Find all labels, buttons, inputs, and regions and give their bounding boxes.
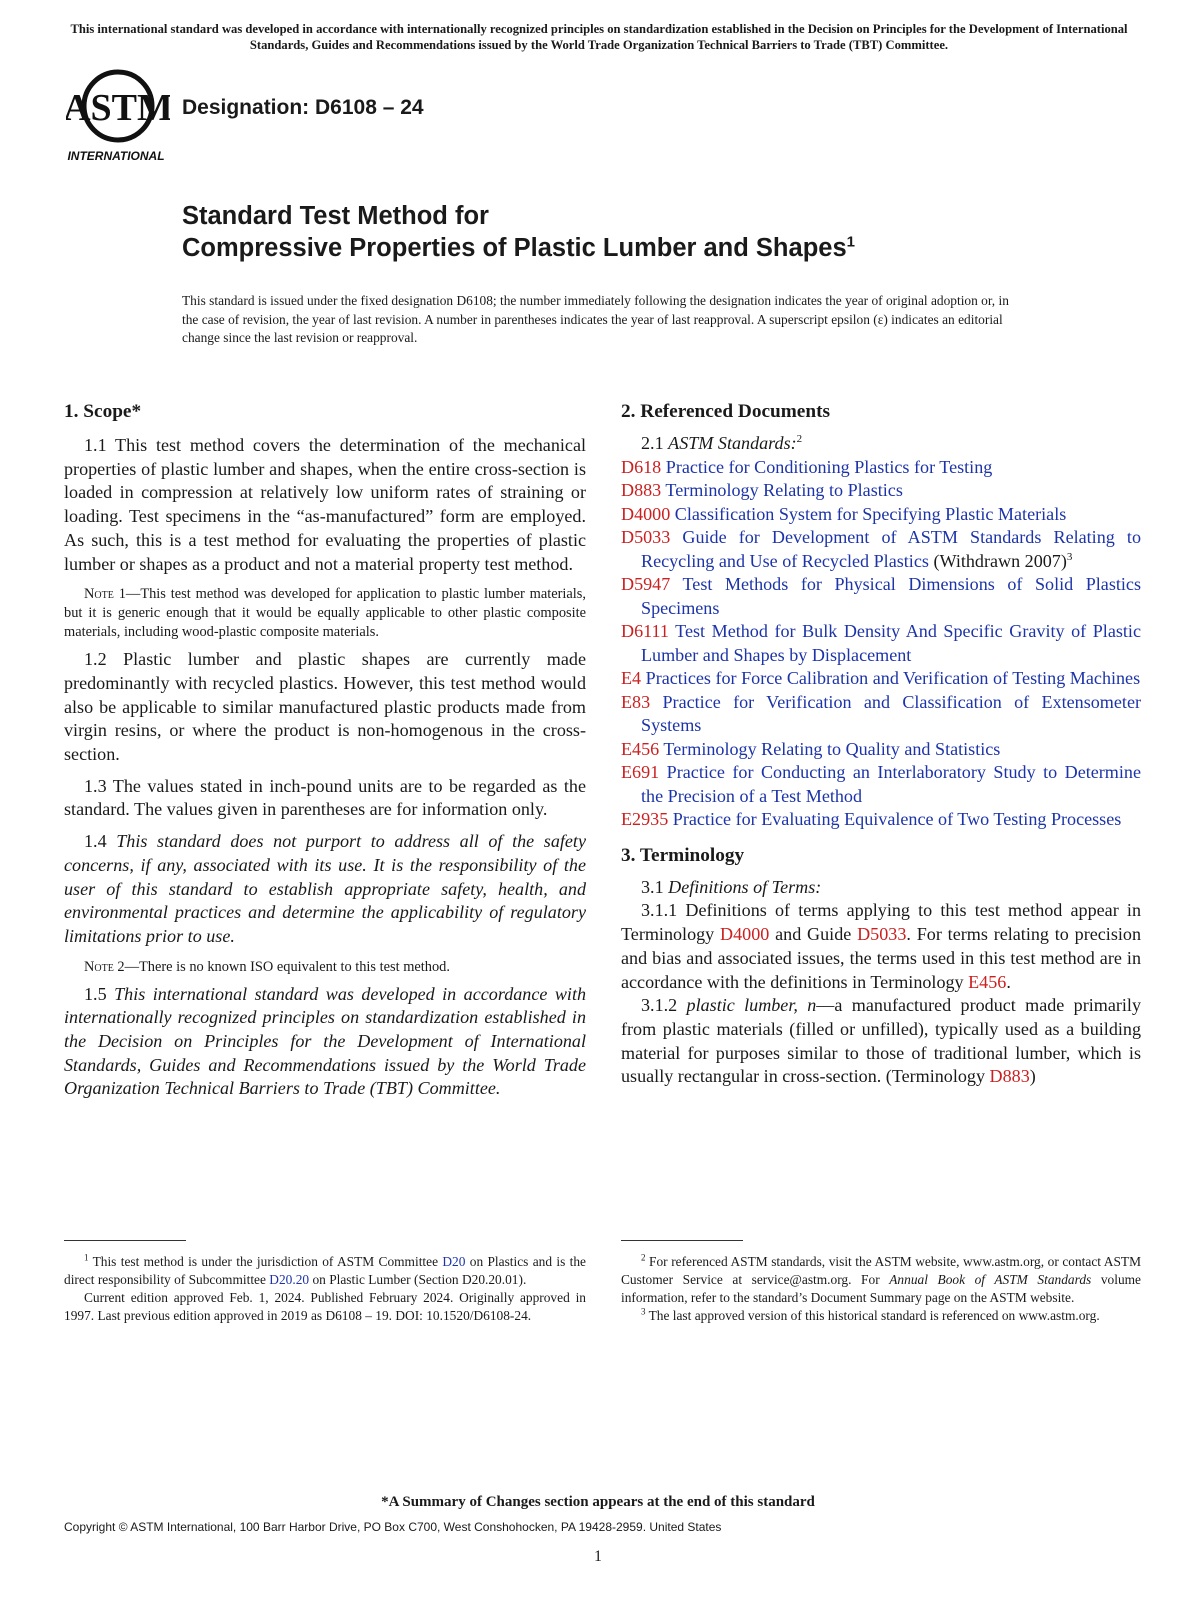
section-heading-references: 2. Referenced Documents: [621, 401, 831, 422]
subcommittee-link-d20-20[interactable]: D20.20: [269, 1272, 310, 1287]
reference-item: [621, 503, 1141, 527]
footnotes-right: [621, 1240, 1141, 1325]
subsection-2-1: 2.1 ASTM Standards:$^2$: [641, 432, 803, 453]
reference-title-link[interactable]: Guide for Development of ASTM Standards Relating to Recycling and Use of Recycled Plastics: [641, 527, 1141, 571]
note-2: Note 2—There is no known ISO equivalent to this test method.: [84, 958, 450, 975]
reference-title-link[interactable]: Terminology Relating to Quality and Statistics: [663, 738, 1001, 759]
summary-of-changes-note: *A Summary of Changes section appears at the end of this standard: [381, 1494, 815, 1510]
reference-item: [621, 761, 1141, 808]
reference-title-link[interactable]: Terminology Relating to Plastics: [665, 480, 903, 501]
top-notice: This international standard was developed in accordance with internationally recognized principles on standardization established in the Decision on Principles for the Development of International Standards, Guides and Recommendations issued by the World Trade Organization Technical Barriers to Trade (TBT) Committee.: [70, 22, 1128, 52]
page-number: 1: [594, 1548, 602, 1565]
reference-code-link[interactable]: E456: [621, 738, 660, 759]
logo-subtext: INTERNATIONAL: [67, 149, 165, 163]
footnote-2: $^2$ For referenced ASTM standards, visit the ASTM website, www.astm.org, or contact ASTM Customer Service at service@astm.org. For Annual Book of ASTM Standards volume information, refer to the standard’s Document Summary page on the ASTM website.: [621, 1252, 1141, 1305]
reference-item: [621, 691, 1141, 738]
footnote-1-edition: Current edition approved Feb. 1, 2024. Published February 2024. Originally approved in 1997. Last previous edition approved in 2019 as D6108 – 19. DOI: 10.1520/D6108-24.: [64, 1290, 586, 1323]
reference-item: [621, 526, 1141, 573]
issued-note: This standard is issued under the fixed designation D6108; the number immediately following the designation indicates the year of original adoption or, in the case of revision, the year of last revision. A number in parentheses indicates the year of last reapproval. A superscript epsilon (ε) indicates an editorial change since the last revision or reapproval.: [182, 293, 1009, 345]
reference-title-link[interactable]: Test Method for Bulk Density And Specific Gravity of Plastic Lumber and Shapes by Displacement: [641, 621, 1141, 665]
reference-item: [621, 479, 1141, 503]
footnote-divider: [64, 1240, 186, 1241]
reference-item: [621, 667, 1141, 691]
reference-title-link[interactable]: Practice for Evaluating Equivalence of Two Testing Processes: [672, 809, 1122, 830]
title-line-2: Compressive Properties of Plastic Lumber and Shapes$^1$: [182, 233, 855, 262]
reference-footnote-mark: 3: [1066, 550, 1073, 563]
right-column: [621, 400, 1141, 1089]
ref-link-d4000[interactable]: D4000: [720, 924, 770, 945]
reference-code-link[interactable]: E2935: [621, 809, 669, 830]
paragraph-1-1: 1.1 This test method covers the determination of the mechanical properties of plastic lumber and shapes, when the entire cross-section is loaded in compression at relatively low uniform rates of straining or loading. Test specimens in the “as-manufactured” form are employed. As such, this is a test method for evaluating the properties of plastic lumber or shapes as a product and not a material property test method.: [64, 435, 586, 574]
ref-link-e456[interactable]: E456: [968, 971, 1007, 992]
reference-item: [621, 573, 1141, 620]
reference-item: [621, 738, 1141, 762]
reference-item: [621, 620, 1141, 667]
copyright: Copyright © ASTM International, 100 Barr Harbor Drive, PO Box C700, West Conshohocken, PA 19428-2959. United States: [64, 1520, 722, 1534]
page-title: [182, 200, 855, 264]
reference-code-link[interactable]: E4: [621, 668, 642, 689]
paragraph-1-5: 1.5 This international standard was developed in accordance with internationally recognized principles on standardization established in the Decision on Principles for the Development of International Standards, Guides and Recommendations issued by the World Trade Organization Technical Barriers to Trade (TBT) Committee.: [64, 983, 587, 1099]
section-heading-scope: 1. Scope*: [64, 401, 142, 422]
reference-title-link[interactable]: Practice for Verification and Classification of Extensometer Systems: [641, 691, 1141, 736]
reference-list: [621, 456, 1141, 832]
footnote-1: $^1$ This test method is under the jurisdiction of ASTM Committee D20 on Plastics and is the direct responsibility of Subcommittee D20.20 on Plastic Lumber (Section D20.20.01).: [64, 1252, 586, 1287]
footnote-divider: [621, 1240, 743, 1241]
reference-item: [621, 456, 1141, 480]
footnote-3: $^3$ The last approved version of this historical standard is referenced on www.astm.org.: [641, 1306, 1100, 1323]
reference-code-link[interactable]: D5033: [621, 527, 671, 548]
paragraph-3-1-2: 3.1.2 plastic lumber, n—a manufactured product made primarily from plastic materials (filled or unfilled), typically used as a building material for purposes similar to those of traditional lumber, which is usually rectangular in cross-section. (Terminology D883): [621, 995, 1141, 1087]
reference-status: (Withdrawn 2007): [928, 550, 1067, 571]
left-column: [64, 400, 586, 1101]
reference-item: [621, 808, 1141, 832]
subsection-3-1: 3.1 Definitions of Terms:: [641, 876, 822, 897]
ref-link-d883[interactable]: D883: [989, 1066, 1030, 1087]
reference-title-link[interactable]: Practices for Force Calibration and Verification of Testing Machines: [645, 668, 1141, 689]
reference-title-link[interactable]: Classification System for Specifying Plastic Materials: [674, 503, 1067, 524]
logo-text: ASTM: [66, 87, 170, 129]
reference-code-link[interactable]: D6111: [621, 621, 669, 642]
reference-code-link[interactable]: D883: [621, 480, 662, 501]
reference-title-link[interactable]: Practice for Conditioning Plastics for Testing: [665, 456, 993, 477]
ref-link-d5033[interactable]: D5033: [857, 924, 907, 945]
reference-title-link[interactable]: Test Methods for Physical Dimensions of Solid Plastics Specimens: [641, 574, 1142, 618]
reference-code-link[interactable]: D5947: [621, 574, 671, 595]
reference-code-link[interactable]: D4000: [621, 503, 671, 524]
section-heading-terminology: 3. Terminology: [621, 844, 745, 866]
astm-logo: [66, 68, 170, 164]
footnotes-left: [64, 1240, 586, 1325]
title-footnote-mark: 1: [846, 233, 855, 251]
paragraph-1-3: 1.3 The values stated in inch-pound units are to be regarded as the standard. The values given in parentheses are for information only.: [64, 775, 586, 820]
reference-code-link[interactable]: E691: [621, 762, 660, 783]
reference-code-link[interactable]: D618: [621, 456, 662, 477]
note-1: Note 1—This test method was developed for application to plastic lumber materials, but it is generic enough that it would be equally applicable to other plastic composite materials, including wood-plastic composite materials.: [64, 586, 586, 641]
title-line-1: Standard Test Method for: [182, 202, 489, 230]
committee-link-d20[interactable]: D20: [442, 1254, 466, 1269]
paragraph-1-4: 1.4 This standard does not purport to address all of the safety concerns, if any, associated with its use. It is the responsibility of the user of this standard to establish appropriate safety, health, and environmental practices and determine the applicability of regulatory limitations prior to use.: [64, 831, 586, 946]
reference-title-link[interactable]: Practice for Conducting an Interlaboratory Study to Determine the Precision of a Test Method: [641, 762, 1141, 806]
reference-code-link[interactable]: E83: [621, 691, 651, 712]
paragraph-3-1-1: 3.1.1 Definitions of terms applying to this test method appear in Terminology D4000 and Guide D5033. For terms relating to precision and bias and associated issues, the terms used in this test method are in accordance with the definitions in Terminology E456.: [621, 900, 1141, 992]
paragraph-1-2: 1.2 Plastic lumber and plastic shapes are currently made predominantly with recycled plastics. However, this test method would also be applicable to similar manufactured plastic products made from virgin resins, or where the product is non-homogenous in the cross-section.: [64, 649, 586, 765]
designation: Designation: D6108 – 24: [182, 96, 424, 119]
